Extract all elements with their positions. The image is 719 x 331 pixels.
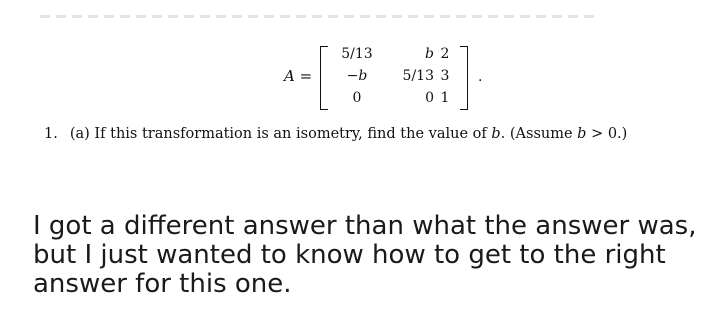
matrix-cell-r1c1: 5/13 xyxy=(341,46,373,62)
equals-sign: = xyxy=(294,67,313,85)
matrix-cell-r2c1: −b xyxy=(346,68,368,84)
question-end: > 0.) xyxy=(586,126,628,142)
equation-period: . xyxy=(478,69,483,85)
matrix-cell-r3c2: 0 xyxy=(425,90,434,106)
left-bracket xyxy=(320,46,328,110)
question-body: If this transformation is an isometry, find the value of xyxy=(94,126,492,142)
matrix-cell-r3c1: 0 xyxy=(352,90,362,106)
variable-b-assume: b xyxy=(577,126,587,142)
question-part: (a) xyxy=(69,126,90,142)
matrix-name: A xyxy=(284,67,295,85)
matrix-cell-r2c3: 3 xyxy=(440,68,450,84)
right-bracket xyxy=(460,46,468,110)
matrix-cell-r3c3: 1 xyxy=(440,90,450,106)
variable-b: b xyxy=(491,126,501,142)
matrix-cell-r1c3: 2 xyxy=(440,46,450,62)
question-mid: . (Assume xyxy=(500,126,578,142)
student-comment: I got a different answer than what the answer was, but I just wanted to know how to get to the right answer for this one. xyxy=(33,211,697,299)
matrix-cell-r1c2: b xyxy=(425,46,434,62)
question-number: 1. xyxy=(44,126,58,142)
cropped-text-fragment xyxy=(40,15,600,18)
matrix-lhs xyxy=(284,67,312,85)
matrix-cell-r2c2: 5/13 xyxy=(402,68,434,84)
question-text xyxy=(44,126,627,142)
